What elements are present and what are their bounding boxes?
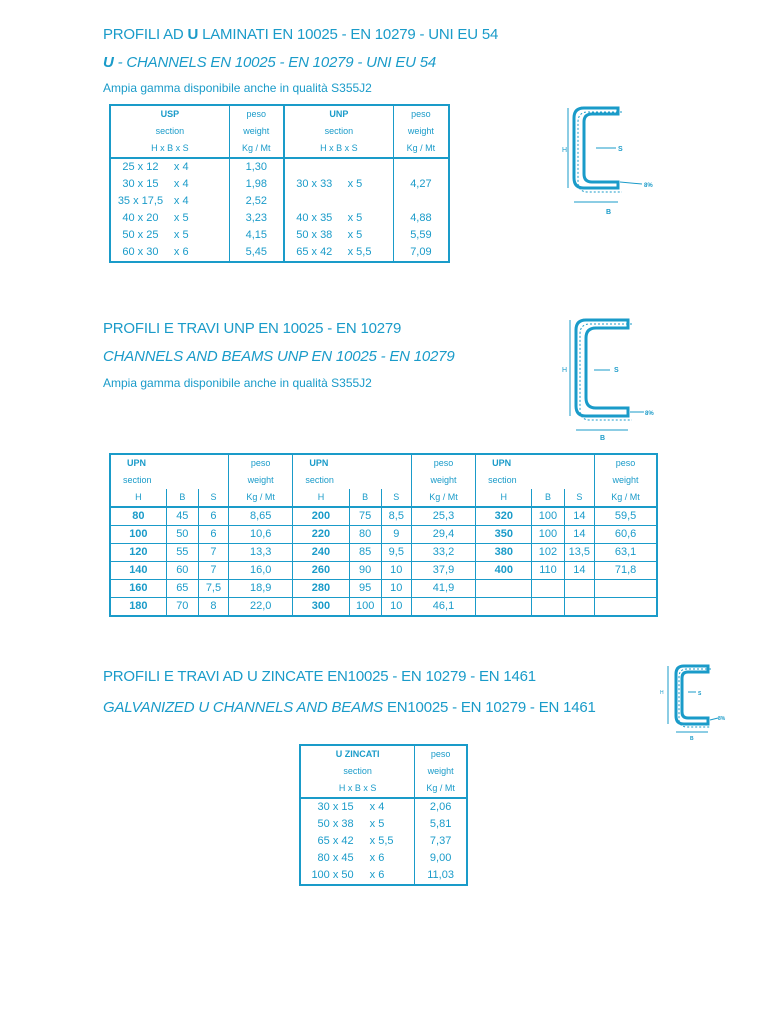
upn-h: 120 [110,544,166,562]
weight-header: weight [411,472,475,489]
upn-weight [595,580,657,598]
upn-weight: 33,2 [411,544,475,562]
upn-s: 9,5 [381,544,411,562]
peso-header: peso [595,454,657,472]
zincati-thickness: x 6 [369,852,385,864]
unp-size [284,158,344,176]
s-header: S [381,489,411,507]
diagram-s-label: S [698,691,702,697]
weight-header: weight [229,472,293,489]
section3-title-it: PROFILI E TRAVI AD U ZINCATE EN10025 - EN 10279 - EN 1461 [103,668,536,685]
zincati-weight: 9,00 [415,850,467,867]
zincati-weight: 7,37 [415,833,467,850]
b-header: B [532,489,564,507]
upn-header: UPN [110,454,229,472]
upn-s: 8 [198,598,228,617]
zincati-size: 100 x 50 [311,869,354,881]
upn-weight: 46,1 [411,598,475,617]
upn-h: 400 [476,562,532,580]
unp-size: 65 x 42 [284,244,344,262]
usp-size: 30 x 15 [122,178,159,190]
upn-s: 13,5 [564,544,595,562]
section1-title-it: PROFILI AD U LAMINATI EN 10025 - EN 10279 - UNI EU 54 [103,26,499,43]
usp-thickness: x 5 [173,212,189,224]
diagram-b-label: B [690,736,694,742]
unp-size: 30 x 33 [284,176,344,193]
unit-header: Kg / Mt [229,489,293,507]
upn-b: 100 [349,598,381,617]
u-channel-diagram-2 [560,312,660,446]
s-header: S [564,489,595,507]
diagram-b-label: B [606,209,612,216]
unit-header: Kg / Mt [411,489,475,507]
diagram-s-label: S [618,146,623,153]
table-row [110,227,449,244]
table-row [300,867,467,885]
upn-weight [595,598,657,617]
h-header: H [293,489,349,507]
usp-size: 40 x 20 [122,212,159,224]
upn-h: 100 [110,526,166,544]
upn-h: 380 [476,544,532,562]
upn-b: 95 [349,580,381,598]
table-row [300,833,467,850]
upn-b: 45 [166,507,198,526]
table-row [110,158,449,176]
unp-thickness: x 5,5 [347,246,372,258]
weight-header: weight [595,472,657,489]
unp-thickness: x 5 [347,178,363,190]
upn-b: 80 [349,526,381,544]
usp-weight: 1,30 [229,158,284,176]
upn-b: 110 [532,562,564,580]
unp-thickness [344,193,394,210]
upn-b: 65 [166,580,198,598]
upn-weight: 13,3 [229,544,293,562]
upn-s [564,580,595,598]
table-row [110,526,657,544]
peso-header: peso [229,454,293,472]
u-zincati-table: U ZINCATI peso section weight H x B x S Kg / Mt 30 x 15 x 4 2,06 50 x 38 x 5 5,81 65 x 42 x 5,5 7,37 80 x 45 x 6 9,00 100 x 50 x 6 11,03 [299,744,468,886]
usp-size: 35 x 17,5 [117,195,164,207]
usp-unp-table: USP peso UNP peso section weight section weight H x B x S Kg / Mt H x B x S Kg / Mt 25 x 12 x 4 1,30 30 x 15 x 4 1,98 30 x 33 x 5 4,27 35 x 17,5 x 4 2,52 40 x 20 x 5 3,23 40 x 35 x 5 4,88 50 x 25 x 5 4,15 50 x 38 x 5 5,59 60 x 30 x 6 5,45 65 x 42 x 5,5 7,09 [109,104,450,263]
usp-size: 60 x 30 [122,246,159,258]
unp-thickness: x 5 [347,212,363,224]
upn-h [476,598,532,617]
usp-thickness: x 4 [173,178,189,190]
table-header-row [110,472,657,489]
usp-weight: 5,45 [229,244,284,262]
upn-h: 160 [110,580,166,598]
unp-weight [393,193,449,210]
upn-weight: 10,6 [229,526,293,544]
diagram-h-label: H [562,147,568,154]
upn-weight: 41,9 [411,580,475,598]
h-header: H [110,489,166,507]
usp-thickness: x 4 [170,158,229,176]
upn-h: 180 [110,598,166,617]
u-zincati-header: U ZINCATI [335,749,380,759]
upn-s: 9 [381,526,411,544]
unp-size [284,193,344,210]
usp-weight: 1,98 [229,176,284,193]
upn-s: 7 [198,562,228,580]
upn-b: 75 [349,507,381,526]
upn-s: 6 [198,507,228,526]
table-row [300,816,467,833]
diagram-pct-label: 8% [644,183,653,189]
upn-weight: 8,65 [229,507,293,526]
upn-s: 14 [564,562,595,580]
zincati-thickness: x 6 [369,869,385,881]
upn-h: 220 [293,526,349,544]
upn-b: 70 [166,598,198,617]
zincati-size: 50 x 38 [317,818,354,830]
upn-table [109,453,658,617]
upn-s: 7 [198,544,228,562]
unp-thickness [344,158,394,176]
upn-h: 80 [110,507,166,526]
upn-s: 7,5 [198,580,228,598]
table-row [110,193,449,210]
upn-s: 14 [564,507,595,526]
unit-header: Kg / Mt [595,489,657,507]
upn-b: 55 [166,544,198,562]
zincati-thickness: x 5 [369,818,385,830]
usp-weight: 3,23 [229,210,284,227]
unp-weight [393,158,449,176]
section3-title-en: GALVANIZED U CHANNELS AND BEAMS EN10025 - EN 10279 - EN 1461 [103,699,596,716]
table-row [110,544,657,562]
upn-h: 300 [293,598,349,617]
zincati-weight: 11,03 [415,867,467,885]
upn-h: 260 [293,562,349,580]
diagram-pct-label: 8% [645,411,654,417]
upn-b [532,580,564,598]
usp-weight: 2,52 [229,193,284,210]
peso-header: peso [411,454,475,472]
upn-s: 10 [381,598,411,617]
usp-thickness: x 6 [173,246,189,258]
section1-subtitle: Ampia gamma disponibile anche in qualità S355J2 [103,81,372,95]
upn-weight: 16,0 [229,562,293,580]
upn-h [476,580,532,598]
upn-s [564,598,595,617]
upn-s: 6 [198,526,228,544]
b-header: B [349,489,381,507]
zincati-thickness: x 5,5 [369,835,394,847]
diagram-pct-label: 8% [718,716,726,722]
unp-weight: 4,88 [393,210,449,227]
upn-b: 102 [532,544,564,562]
table-row [110,210,449,227]
u-channel-diagram-3 [654,660,730,744]
usp-header: USP [160,109,180,119]
upn-b: 100 [532,526,564,544]
unp-weight: 4,27 [393,176,449,193]
upn-b: 100 [532,507,564,526]
upn-s: 14 [564,526,595,544]
usp-weight: 4,15 [229,227,284,244]
zincati-weight: 2,06 [415,798,467,816]
table-row [110,562,657,580]
zincati-size: 30 x 15 [300,798,366,816]
upn-b: 90 [349,562,381,580]
upn-h: 280 [293,580,349,598]
table-row [110,580,657,598]
usp-thickness: x 4 [173,195,189,207]
u-channel-diagram-1 [556,98,666,222]
upn-h: 320 [476,507,532,526]
section-header: section [110,472,229,489]
section-header: section [476,472,595,489]
upn-weight: 18,9 [229,580,293,598]
unp-weight: 5,59 [393,227,449,244]
upn-s: 10 [381,562,411,580]
section1-title-en: U - CHANNELS EN 10025 - EN 10279 - UNI EU 54 [103,54,437,71]
upn-b [532,598,564,617]
upn-weight: 29,4 [411,526,475,544]
usp-thickness: x 5 [173,229,189,241]
usp-size: 50 x 25 [122,229,159,241]
diagram-s-label: S [614,367,619,374]
table-row [300,850,467,867]
s-header: S [198,489,228,507]
table-row [110,176,449,193]
upn-h: 350 [476,526,532,544]
upn-h: 140 [110,562,166,580]
table-header-row [110,454,657,472]
zincati-size: 65 x 42 [317,835,354,847]
usp-size: 25 x 12 [110,158,170,176]
section-header: section [293,472,412,489]
upn-b: 60 [166,562,198,580]
table-row [110,507,657,526]
upn-weight: 59,5 [595,507,657,526]
section2-title-en: CHANNELS AND BEAMS UNP EN 10025 - EN 10279 [103,348,455,365]
diagram-h-label: H [562,367,568,374]
zincati-thickness: x 4 [366,798,415,816]
table-header-row [110,489,657,507]
upn-weight: 60,6 [595,526,657,544]
upn-b: 85 [349,544,381,562]
unp-size: 40 x 35 [284,210,344,227]
diagram-h-label: H [660,690,664,696]
upn-header: UPN [476,454,595,472]
unp-size: 50 x 38 [284,227,344,244]
upn-h: 200 [293,507,349,526]
b-header: B [166,489,198,507]
upn-h: 240 [293,544,349,562]
upn-header: UPN [293,454,412,472]
zincati-weight: 5,81 [415,816,467,833]
h-header: H [476,489,532,507]
upn-weight: 63,1 [595,544,657,562]
upn-b: 50 [166,526,198,544]
table-row [300,798,467,816]
upn-weight: 37,9 [411,562,475,580]
upn-s: 10 [381,580,411,598]
upn-weight: 71,8 [595,562,657,580]
diagram-b-label: B [600,435,606,442]
upn-weight: 22,0 [229,598,293,617]
upn-s: 8,5 [381,507,411,526]
table-row [110,598,657,617]
unp-thickness: x 5 [347,229,363,241]
unp-header: UNP [284,105,393,123]
upn-weight: 25,3 [411,507,475,526]
table-row [110,244,449,262]
section2-subtitle: Ampia gamma disponibile anche in qualità S355J2 [103,376,372,390]
section2-title-it: PROFILI E TRAVI UNP EN 10025 - EN 10279 [103,320,402,337]
zincati-size: 80 x 45 [317,852,354,864]
unp-weight: 7,09 [393,244,449,262]
